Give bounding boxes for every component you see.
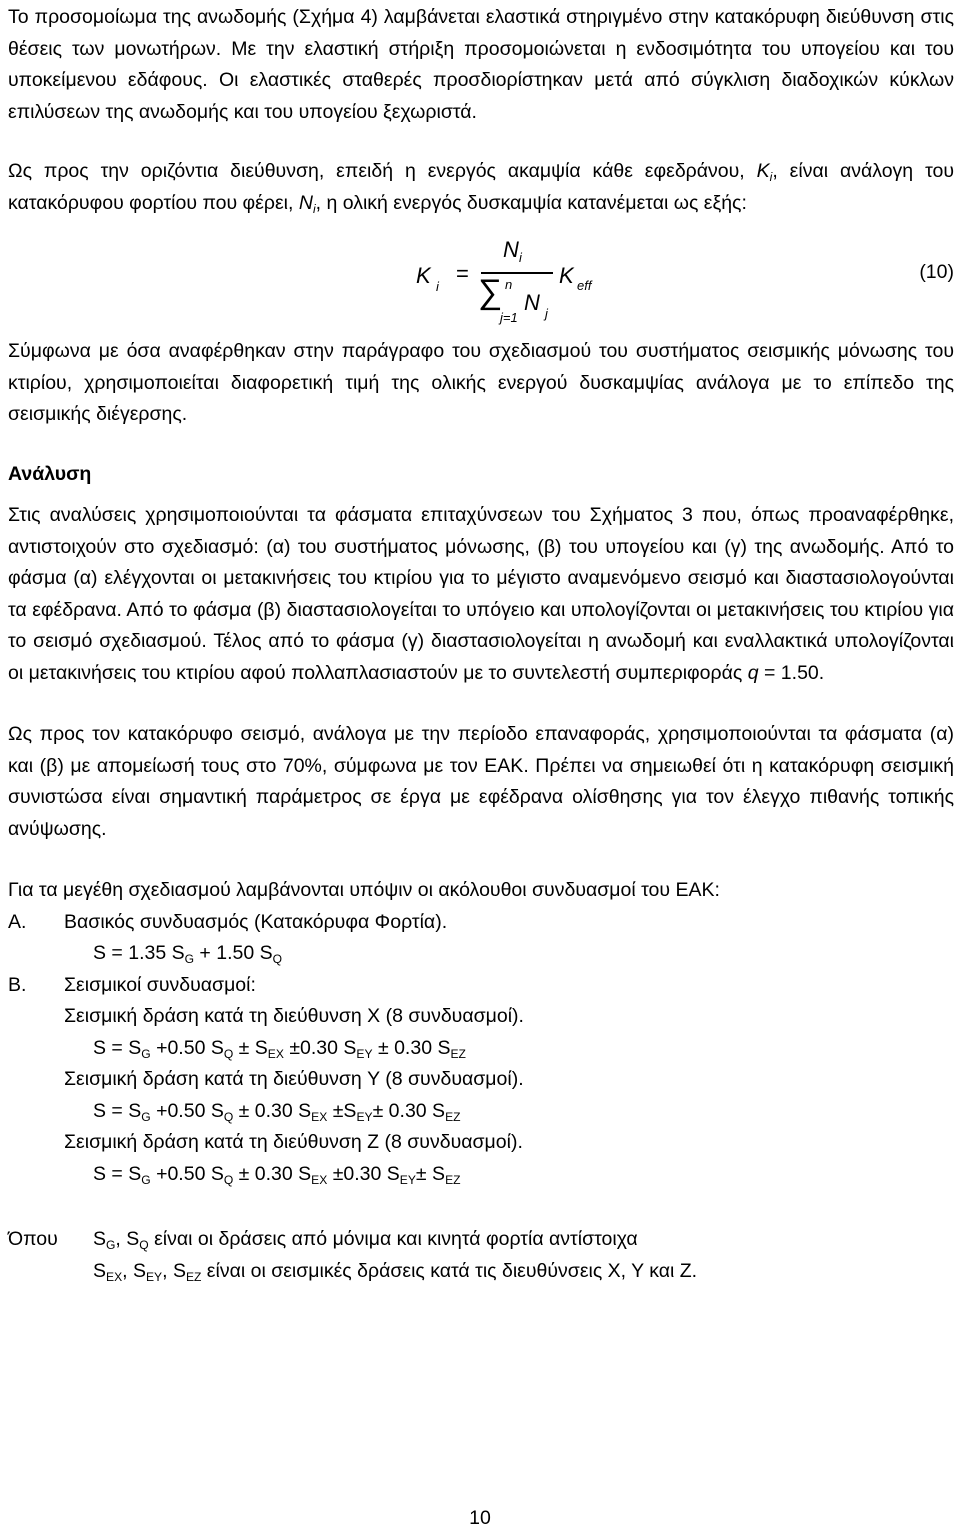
sum-lower-limit: j=1 — [500, 310, 518, 325]
paragraph-analysis — [8, 500, 954, 689]
where-label: Όπου — [8, 1228, 58, 1250]
list-item-text: Σεισμικοί συνδυασμοί: — [64, 973, 256, 996]
where-line-1 — [8, 1224, 954, 1256]
formula-seismic-x: $S = S_G +0.50$ $S_Q \pm S_{EX} \pm 0.30$ $S_{EY} \pm 0.30$ $S_{EZ}$ — [93, 1036, 466, 1061]
text-run: , η ολική ενεργός δυσκαμψία κατανέμεται ως εξής: — [315, 191, 747, 214]
formula-basic: S = 1.35 $S_G + 1.50$ $S_Q$ — [93, 942, 283, 967]
spacer — [8, 845, 954, 875]
formula-seismic-z: $S = S_G +0.50$ $S_Q \pm 0.30$ $S_{EX} \pm 0.30$ $S_{EY}\pm S_{EZ}$ — [93, 1162, 461, 1187]
eq-rhs-sub: eff — [577, 278, 592, 293]
symbol-N: N — [298, 191, 313, 214]
paragraph-model-support: Το προσομοίωμα της ανωδομής (Σχήμα 4) λαμβάνεται ελαστικά στηριγμένο στην κατακόρυφη διεύθυνση στις θέσεις των μονωτήρων. Με την ελαστική στήριξη προσομοιώνεται η ενδοσιμότητα του υπογείου και του υποκείμενου εδάφους. Οι ελαστικές σταθερές προσδιορίστηκαν μετά από σύγκλιση διαδοχικών κύκλων επιλύσεων της ανωδομής και του υπογείου ξεχωριστά. — [8, 6, 954, 123]
document-page — [8, 2, 954, 1287]
spacer — [8, 431, 954, 459]
section-heading: Ανάλυση — [8, 462, 92, 485]
symbol-K: K — [756, 160, 770, 182]
list-item-a — [8, 907, 954, 939]
sum-sign: ∑ — [478, 273, 503, 311]
seismic-y-title: Σεισμική δράση κατά τη διεύθυνση Y (8 συνδυασμοί). — [64, 1068, 524, 1090]
eq-numerator-sub: i — [519, 250, 522, 265]
list-item-text: Βασικός συνδυασμός (Κατακόρυφα Φορτία). — [64, 910, 448, 933]
eq-lhs: K — [416, 263, 431, 288]
spacer — [8, 689, 954, 719]
list-marker: Β. — [8, 973, 27, 996]
paragraph-stiffness-level: Σύμφωνα με όσα αναφέρθηκαν στην παράγραφο του σχεδιασμού του συστήματος σεισμικής μόνωσης του κτιρίου, χρησιμοποιείται διαφορετική τιμή της ολικής ενεργού δυσκαμψίας ανάλογα με το επίπεδο της σεισμικής διέγερσης. — [8, 340, 954, 425]
text-run: = 1.50. — [758, 661, 825, 684]
seismic-x-title: Σεισμική δράση κατά τη διεύθυνση X (8 συνδυασμοί). — [64, 1005, 524, 1027]
paragraph-combinations-intro: Για τα μεγέθη σχεδιασμού λαμβάνονται υπόψιν οι ακόλουθοι συνδυασμοί του ΕΑΚ: — [8, 879, 720, 901]
paragraph-horizontal-stiffness — [8, 156, 954, 219]
formula-seismic-y: $S = S_G +0.50$ $S_Q \pm 0.30$ $S_{EX} \pm S_{EY}\pm 0.30$ $S_{EZ}$ — [93, 1099, 461, 1124]
eq-sign: = — [456, 261, 469, 286]
spacer — [8, 128, 954, 156]
text-run: Στις αναλύσεις χρησιμοποιούνται τα φάσματα επιταχύνσεων του Σχήματος 3 που, όπως προαναφέρθηκε, αντιστοιχούν στο σχεδιασμό: (α) του συστήματος μόνωσης, (β) του υπογείου και (γ) της ανωδομής. Από το φάσμα (α) ελέγχονται οι μετακινήσεις του κτιρίου για το μέγιστο αναμενόμενο σεισμό και διαστασιολογούνται τα εφέδρανα. Από το φάσμα (β) διαστασιολογείται το υπόγειο και υπολογίζονται οι μετακινήσεις του κτιρίου για το σεισμό σχεδιασμού. Τέλος από το φάσμα (γ) διαστασιολογείται η ανωδομή και εναλλακτικά υπολογίζονται οι μετακινήσεις του κτιρίου αφού πολλαπλασιαστούν με το συντελεστή συμπεριφοράς — [8, 504, 954, 684]
text-run: Ως προς την οριζόντια διεύθυνση, επειδή η ενεργός ακαμψία κάθε εφεδράνου, — [8, 160, 757, 182]
where-line-2 — [8, 1256, 954, 1288]
symbol-subscript: i — [312, 201, 316, 216]
where-definition: $S_G$, $S_Q$ είναι οι δράσεις από μόνιμα και κινητά φορτία αντίστοιχα — [93, 1228, 638, 1253]
spacer — [8, 1190, 954, 1224]
eq-denominator-sub: j — [545, 306, 548, 321]
eq-rhs: K — [559, 263, 574, 288]
spacer — [8, 490, 954, 500]
symbol-q: q — [747, 661, 759, 684]
list-marker: Α. — [8, 910, 27, 933]
text-run: , είναι ανάλογη του κατακόρυφου φορτίου που φέρει, — [8, 160, 954, 214]
sum-upper-limit: n — [505, 277, 513, 292]
equation-number: (10) — [919, 261, 954, 283]
list-item-b — [8, 970, 954, 1002]
where-definition: $S_{EX}$, $S_{EY}$, $S_{EZ}$ είναι οι σεισμικές δράσεις κατά τις διευθύνσεις X, Y και Z. — [93, 1259, 698, 1284]
where-label-spacer — [8, 1256, 93, 1288]
eq-denominator: N — [524, 290, 540, 315]
equation-body — [416, 235, 616, 331]
eq-lhs-sub: i — [436, 279, 439, 294]
page-number: 10 — [469, 1507, 491, 1529]
eq-numerator: N — [503, 237, 519, 262]
paragraph-vertical-seismic: Ως προς τον κατακόρυφο σεισμό, ανάλογα με την περίοδο επαναφοράς, χρησιμοποιούνται τα φάσματα (α) και (β) με απομείωσή τους στο 70%, σύμφωνα με τον ΕΑΚ. Πρέπει να σημειωθεί ότι η κατακόρυφη σεισμική συνιστώσα είναι σημαντική παράμετρος σε έργα με εφέδρανα ολίσθησης για τον έλεγχο πιθανής τοπικής ανύψωσης. — [8, 723, 954, 840]
equation-10 — [8, 231, 954, 336]
seismic-z-title: Σεισμική δράση κατά τη διεύθυνση Z (8 συνδυασμοί). — [64, 1131, 523, 1153]
symbol-subscript: i — [769, 170, 773, 185]
